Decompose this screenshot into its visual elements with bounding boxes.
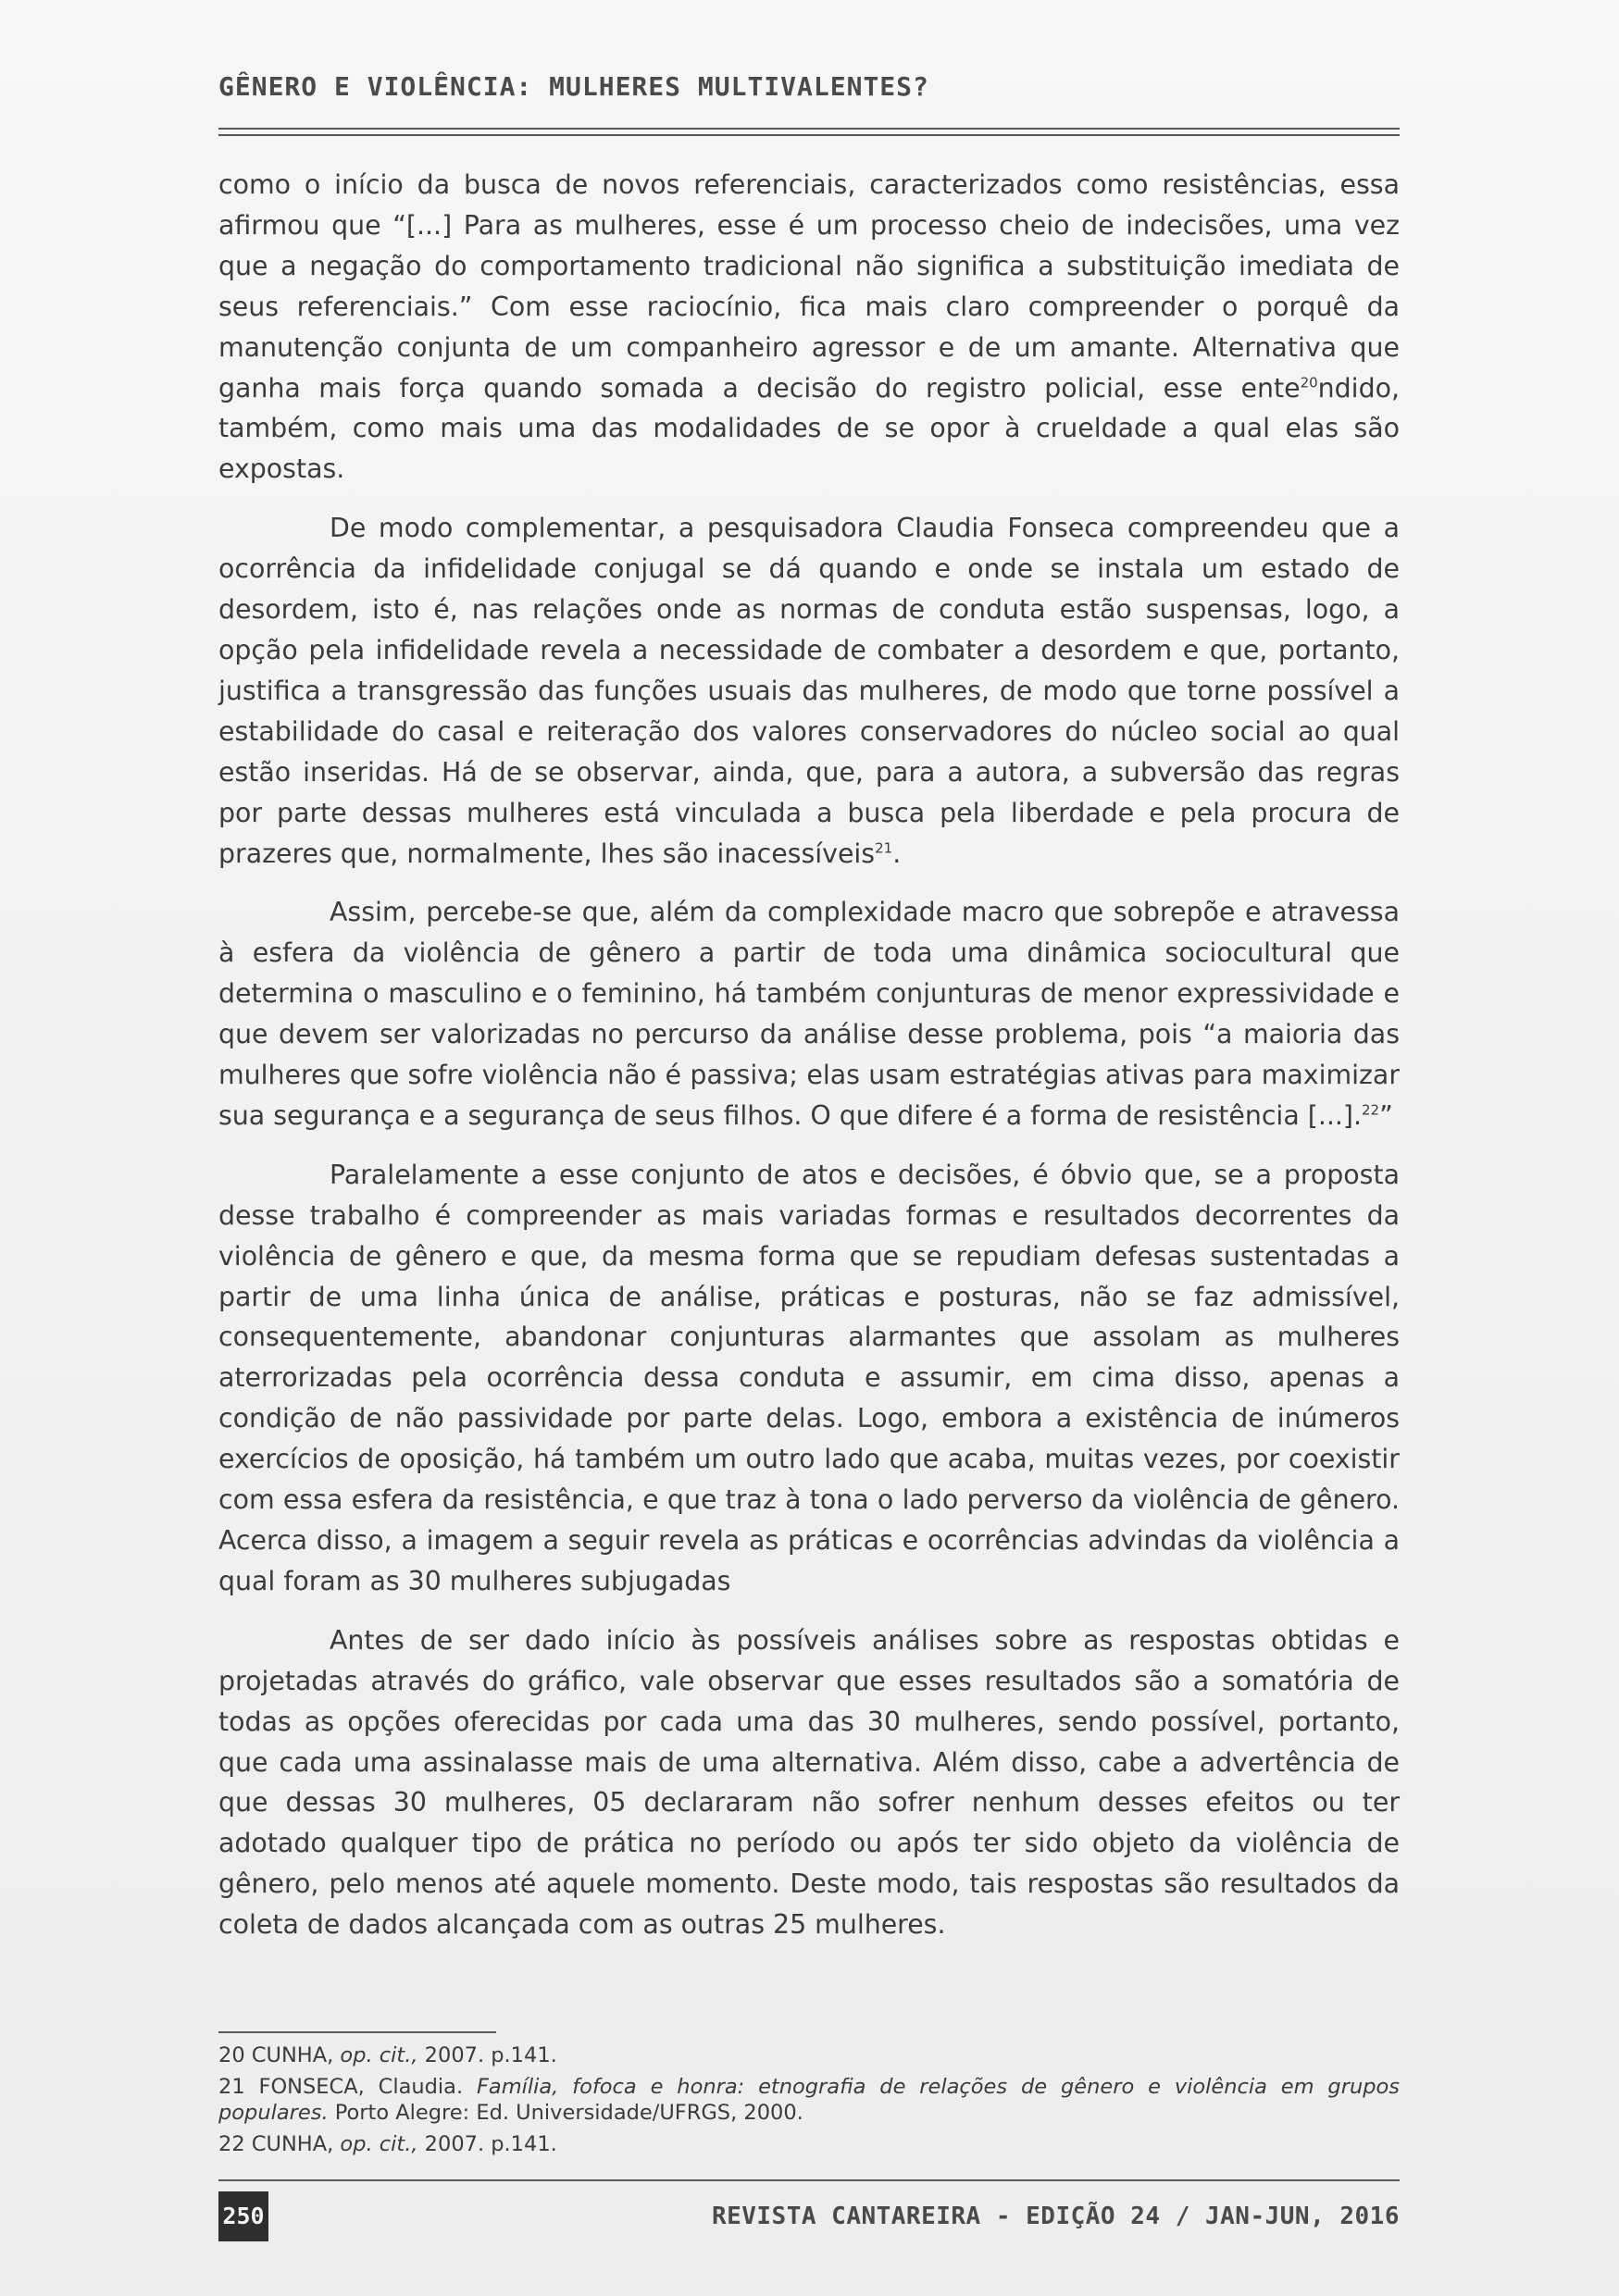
header-rule-top xyxy=(218,128,1400,130)
page-number-badge: 250 xyxy=(218,2191,268,2241)
footnote-ref-21: 21 xyxy=(875,839,893,857)
footer-rule xyxy=(218,2179,1400,2181)
journal-footer: REVISTA CANTAREIRA - EDIÇÃO 24 / JAN-JUN, 2016 xyxy=(711,2203,1400,2230)
footnotes xyxy=(218,2031,1400,2163)
paragraph-1: como o início da busca de novos referenciais, caracterizados como resistências, essa afirmou que “[...] Para as mulheres, esse é um processo cheio de indecisões, uma vez que a negação do comportamento tradicional não significa a substituição imediata de seus referenciais.” Com esse raciocínio, fica mais claro compreender o porquê da manutenção conjunta de um companheiro agressor e de um amante. Alternativa que ganha mais força quando somada a decisão do registro policial, esse ente$^{20}$ndido, também, como mais uma das modalidades de se opor à crueldade a qual elas são expostas. xyxy=(218,169,1400,485)
footnote-22: 22 CUNHA, op. cit., 2007. p.141. xyxy=(218,2132,557,2156)
paragraph-2: De modo complementar, a pesquisadora Claudia Fonseca compreendeu que a ocorrência da infidelidade conjugal se dá quando e onde se instala um estado de desordem, isto é, nas relações onde as normas de conduta estão suspensas, logo, a opção pela infidelidade revela a necessidade de combater a desordem e que, portanto, justifica a transgressão das funções usuais das mulheres, de modo que torne possível a estabilidade do casal e reiteração dos valores conservadores do núcleo social ao qual estão inseridas. Há de se observar, ainda, que, para a autora, a subversão das regras por parte dessas mulheres está vinculada a busca pela liberdade e pela procura de prazeres que, normalmente, lhes são inacessíveis$^{21}$. xyxy=(218,513,1400,869)
footnote-separator xyxy=(218,2031,496,2033)
paragraph-3: Assim, percebe-se que, além da complexidade macro que sobrepõe e atravessa à esfera da violência de gênero a partir de toda uma dinâmica sociocultural que determina o masculino e o feminino, há também conjunturas de menor expressividade e que devem ser valorizadas no percurso da análise desse problema, pois “a maioria das mulheres que sofre violência não é passiva; elas usam estratégias ativas para maximizar sua segurança e a segurança de seus filhos. O que difere é a forma de resistência [...].$^{22}$” xyxy=(218,897,1400,1131)
footnote-20: 20 CUNHA, op. cit., 2007. p.141. xyxy=(218,2043,557,2067)
paragraph-5: Antes de ser dado início às possíveis análises sobre as respostas obtidas e projetadas através do gráfico, vale observar que esses resultados são a somatória de todas as opções oferecidas por cada uma das 30 mulheres, sendo possível, portanto, que cada uma assinalasse mais de uma alternativa. Além disso, cabe a advertência de que dessas 30 mulheres, 05 declararam não sofrer nenhum desses efeitos ou ter adotado qualquer tipo de prática no período ou após ter sido objeto da violência de gênero, pelo menos até aquele momento. Deste modo, tais respostas são resultados da coleta de dados alcançada com as outras 25 mulheres. xyxy=(218,1624,1400,1941)
footnote-21: 21 FONSECA, Claudia. Família, fofoca e honra: etnografia de relações de gênero e violência em grupos populares. Porto Alegre: Ed. Universidade/UFRGS, 2000. xyxy=(218,2075,1400,2125)
header-rule-bottom xyxy=(218,134,1400,136)
running-header xyxy=(218,67,1400,107)
paragraph-4: Paralelamente a esse conjunto de atos e decisões, é óbvio que, se a proposta desse trabalho é compreender as mais variadas formas e resultados decorrentes da violência de gênero e que, da mesma forma que se repudiam defesas sustentadas a partir de uma linha única de análise, práticas e posturas, não se faz admissível, consequentemente, abandonar conjunturas alarmantes que assolam as mulheres aterrorizadas pela ocorrência dessa conduta e assumir, em cima disso, apenas a condição de não passividade por parte delas. Logo, embora a existência de inúmeros exercícios de oposição, há também um outro lado que acaba, muitas vezes, por coexistir com essa esfera da resistência, e que traz à tona o lado perverso da violência de gênero. Acerca disso, a imagem a seguir revela as práticas e ocorrências advindas da violência a qual foram as 30 mulheres subjugadas xyxy=(218,1159,1400,1596)
footnote-ref-22: 22 xyxy=(1362,1101,1380,1119)
body-text xyxy=(218,165,1400,1964)
header-title: GÊNERO E VIOLÊNCIA: MULHERES MULTIVALENTES? xyxy=(218,71,929,102)
header-double-rule xyxy=(218,128,1400,136)
footnote-ref-20: 20 xyxy=(1300,374,1318,391)
